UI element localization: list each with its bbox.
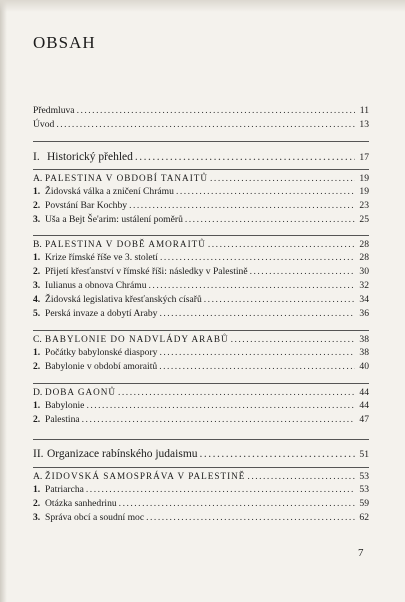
chapter-rule <box>33 235 369 236</box>
entry-label: Patriarcha <box>45 484 84 495</box>
entry-number: C. <box>33 334 42 345</box>
toc-entry <box>33 199 369 213</box>
dot-leader <box>56 118 355 132</box>
toc-entry <box>33 497 369 511</box>
entry-number: 2. <box>33 498 41 509</box>
toc-entry <box>33 185 369 199</box>
dot-leader <box>250 265 355 279</box>
dot-leader <box>247 470 355 484</box>
section-rule <box>33 141 369 142</box>
toc-entry <box>33 511 369 525</box>
entry-number: I. <box>33 151 40 163</box>
entry-page: 47 <box>359 414 369 425</box>
entry-label: PALESTINA V OBDOBÍ TANAITŮ <box>45 173 209 183</box>
entry-label: Předmluva <box>33 105 75 116</box>
toc-entry <box>33 307 369 321</box>
entry-page: 53 <box>359 471 369 482</box>
toc-entry <box>33 279 369 293</box>
dot-leader <box>204 293 355 307</box>
entry-number: 2. <box>33 266 41 277</box>
entry-page: 59 <box>359 498 369 509</box>
entry-page: 40 <box>359 361 369 372</box>
dot-leader <box>82 413 355 427</box>
dot-leader <box>159 346 355 360</box>
dot-leader <box>159 360 355 374</box>
entry-number: 3. <box>33 512 41 523</box>
entry-number: 1. <box>33 347 41 358</box>
toc-entry <box>33 360 369 374</box>
dot-leader <box>185 213 355 227</box>
dot-leader <box>86 399 355 413</box>
entry-label: Židovská legislativa křesťanských císařů <box>45 294 202 305</box>
toc-entry <box>33 251 369 265</box>
entry-label: Babylonie v období amoraitů <box>45 361 158 372</box>
chapter-rule <box>33 330 369 331</box>
entry-number: 3. <box>33 280 41 291</box>
page-title: OBSAH <box>33 33 96 52</box>
entry-number: 1. <box>33 484 41 495</box>
toc-chapter <box>33 171 369 185</box>
entry-page: 11 <box>359 105 369 116</box>
entry-page: 62 <box>359 512 369 523</box>
dot-leader <box>200 446 355 462</box>
toc-entry <box>33 293 369 307</box>
dot-leader <box>149 279 355 293</box>
entry-page: 51 <box>359 449 369 460</box>
toc-chapter <box>33 469 369 483</box>
entry-page: 30 <box>359 266 369 277</box>
dot-leader <box>135 149 355 165</box>
entry-number: D. <box>33 387 43 398</box>
page-number: 7 <box>358 547 364 559</box>
entry-page: 28 <box>359 239 369 250</box>
entry-label: Uša a Bejt Še'arim: ustálení poměrů <box>45 214 183 225</box>
entry-number: A. <box>33 471 43 482</box>
entry-label: Historický přehled <box>47 151 133 163</box>
dot-leader <box>231 333 355 347</box>
dot-leader <box>146 511 355 525</box>
chapter-rule <box>33 383 369 384</box>
entry-label: Krize římské říše ve 3. století <box>45 252 158 263</box>
entry-label: ŽIDOVSKÁ SAMOSPRÁVA V PALESTINĚ <box>45 471 246 481</box>
entry-number: 2. <box>33 361 41 372</box>
entry-label: Iulianus a obnova Chrámu <box>45 280 147 291</box>
entry-label: Židovská válka a zničení Chrámu <box>45 186 174 197</box>
dot-leader <box>77 104 355 118</box>
entry-label: Perská invaze a dobytí Araby <box>45 308 158 319</box>
dot-leader <box>176 185 355 199</box>
entry-number: 3. <box>33 214 41 225</box>
entry-label: DOBA GAONŮ <box>45 387 116 397</box>
toc-entry <box>33 346 369 360</box>
toc-entry <box>33 399 369 413</box>
dot-leader <box>118 386 355 400</box>
entry-number: 1. <box>33 252 41 263</box>
toc-chapter <box>33 237 369 251</box>
entry-label: Správa obcí a soudní moc <box>45 512 145 523</box>
toc-entry <box>33 213 369 227</box>
dot-leader <box>159 307 355 321</box>
entry-number: A. <box>33 173 43 184</box>
entry-page: 36 <box>359 308 369 319</box>
dot-leader <box>210 172 355 186</box>
entry-page: 44 <box>359 400 369 411</box>
entry-label: Babylonie <box>45 400 85 411</box>
dot-leader <box>129 199 355 213</box>
entry-label: BABYLONIE DO NADVLÁDY ARABŮ <box>45 334 229 344</box>
entry-page: 23 <box>359 200 369 211</box>
entry-page: 19 <box>359 186 369 197</box>
entry-page: 38 <box>359 334 369 345</box>
entry-number: 1. <box>33 186 41 197</box>
entry-page: 25 <box>359 214 369 225</box>
entry-page: 38 <box>359 347 369 358</box>
entry-number: B. <box>33 239 42 250</box>
entry-label: Otázka sanhedrinu <box>45 498 117 509</box>
section-rule <box>33 439 369 440</box>
entry-label: PALESTINA V DOBĚ AMORAITŮ <box>45 239 206 249</box>
dot-leader <box>160 251 355 265</box>
entry-label: Palestina <box>45 414 80 425</box>
entry-label: Úvod <box>33 119 55 130</box>
entry-page: 34 <box>359 294 369 305</box>
dot-leader <box>208 238 355 252</box>
toc-entry <box>33 265 369 279</box>
toc-section <box>33 446 369 462</box>
chapter-rule <box>33 467 369 468</box>
dot-leader <box>86 483 355 497</box>
toc-entry <box>33 104 369 118</box>
entry-page: 13 <box>359 119 369 130</box>
entry-page: 53 <box>359 484 369 495</box>
entry-page: 28 <box>359 252 369 263</box>
toc-chapter <box>33 385 369 399</box>
entry-page: 44 <box>359 387 369 398</box>
entry-label: Organizace rabínského judaismu <box>47 448 198 460</box>
entry-page: 19 <box>359 173 369 184</box>
entry-label: Povstání Bar Kochby <box>45 200 128 211</box>
entry-number: 2. <box>33 200 41 211</box>
entry-number: 4. <box>33 294 41 305</box>
entry-number: 2. <box>33 414 41 425</box>
entry-label: Počátky babylonské diaspory <box>45 347 158 358</box>
toc-entry <box>33 483 369 497</box>
toc-section <box>33 149 369 165</box>
entry-page: 17 <box>359 152 369 163</box>
dot-leader <box>119 497 355 511</box>
entry-page: 32 <box>359 280 369 291</box>
toc-chapter <box>33 332 369 346</box>
entry-number: 5. <box>33 308 41 319</box>
entry-label: Přijetí křesťanství v římské říši: následky v Palestině <box>45 266 248 277</box>
entry-number: II. <box>33 448 44 460</box>
toc-entry <box>33 118 369 132</box>
chapter-rule <box>33 169 369 170</box>
entry-number: 1. <box>33 400 41 411</box>
toc-entry <box>33 413 369 427</box>
